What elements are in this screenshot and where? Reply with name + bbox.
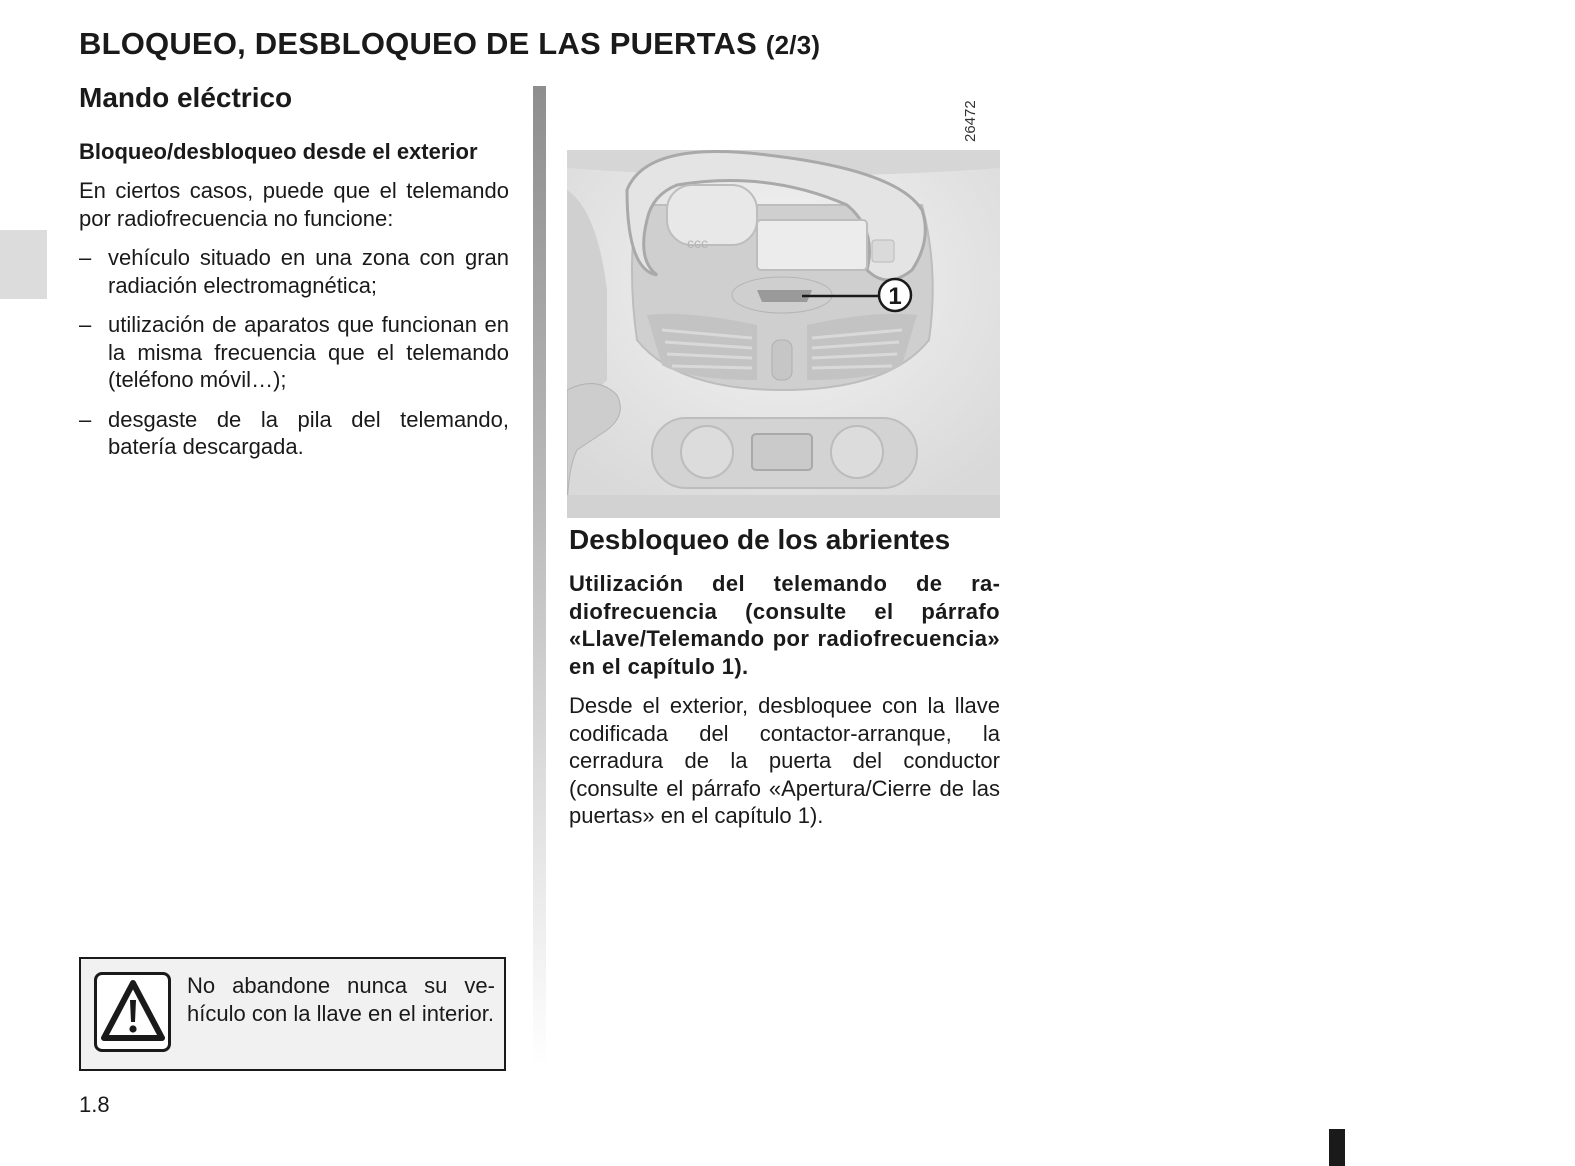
warning-text: No abandone nunca su vehículo con la llave en el interior. — [187, 973, 495, 1026]
dashboard-illustration — [567, 150, 1000, 518]
page-number: 1.8 — [79, 1092, 110, 1117]
right-heading: Desbloqueo de los abrientes — [569, 524, 951, 555]
subsection-heading: Bloqueo/desbloqueo desde el exterior — [79, 139, 478, 164]
list-item: – vehículo situado en una zona con gran radiación electromagnética; — [79, 244, 509, 299]
list-item: – desgaste de la pila del telemando, batería descargada. — [79, 406, 509, 461]
right-column — [569, 524, 1000, 842]
callout-number: 1 — [888, 283, 902, 310]
figure-code: 26472 — [962, 100, 979, 142]
section-tab — [0, 230, 47, 299]
warning-box — [79, 957, 506, 1071]
intro-paragraph: En ciertos casos, puede que el telemando por radiofrecuencia no funcione: — [79, 178, 509, 231]
list-item: – utilización de aparatos que funcionan en la misma frecuencia que el telemando (teléfono móvil…); — [79, 311, 509, 394]
page-corner-mark — [1329, 1129, 1345, 1166]
causes-list — [79, 244, 509, 461]
body-paragraph: Desde el exterior, desbloquee con la llave codificada del contactor-arranque, la cerradura de la puerta del conductor (consulte el párrafo «Apertura/Cierre de las puertas» en el capítulo 1). — [569, 693, 1000, 828]
page-title-main: BLOQUEO, DESBLOQUEO DE LAS PUERTAS — [79, 26, 757, 61]
column-divider — [533, 86, 546, 1066]
bold-paragraph: Utilización del telemando de radiofrecuencia (consulte el párrafo «Llave/Telemando por radiofrecuencia» en el capítulo 1). — [569, 571, 1000, 679]
left-column — [79, 82, 509, 473]
page-title — [79, 26, 820, 62]
svg-text:ccc: ccc — [687, 235, 708, 251]
section-heading: Mando eléctrico — [79, 82, 293, 113]
warning-triangle-icon — [94, 972, 171, 1052]
page-title-part: (2/3) — [765, 30, 821, 60]
